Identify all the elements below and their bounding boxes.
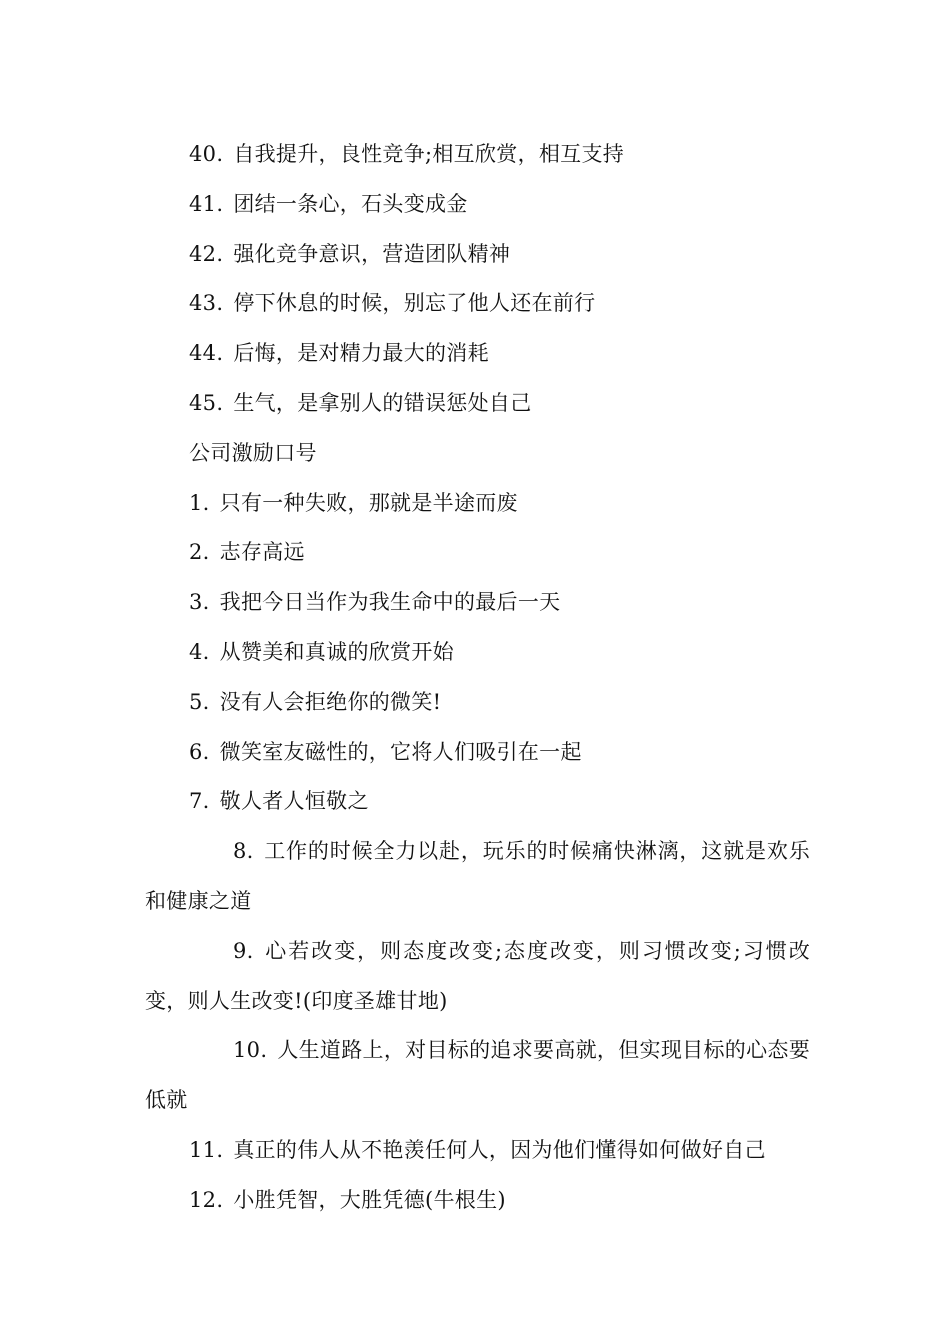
list-item (145, 479, 810, 529)
list-item (145, 528, 810, 578)
list-item (145, 180, 810, 230)
item-text: 团结一条心，石头变成金 (233, 191, 468, 216)
item-number: 5. (189, 689, 210, 714)
item-number: 9. (233, 938, 254, 963)
item-number: 12. (189, 1187, 224, 1212)
item-number: 8. (233, 839, 254, 864)
item-text: 心若改变，则态度改变;态度改变，则习惯改变;习惯改变，则人生改变!(印度圣雄甘地) (145, 938, 810, 1013)
list-item (145, 1176, 810, 1226)
item-number: 6. (189, 739, 210, 764)
list-item (145, 927, 810, 1027)
item-number: 1. (189, 490, 210, 515)
item-number: 11. (189, 1137, 224, 1162)
item-number: 45. (189, 390, 224, 415)
item-text: 志存高远 (219, 540, 305, 565)
list-item (145, 230, 810, 280)
item-number: 3. (189, 590, 210, 615)
list-item (145, 1126, 810, 1176)
item-text: 没有人会拒绝你的微笑! (219, 689, 442, 714)
list-item (145, 130, 810, 180)
item-number: 4. (189, 639, 210, 664)
item-text: 真正的伟人从不艳羡任何人，因为他们懂得如何做好自己 (233, 1137, 766, 1162)
list-item (145, 678, 810, 728)
item-text: 微笑室友磁性的，它将人们吸引在一起 (219, 739, 582, 764)
item-text: 生气，是拿别人的错误惩处自己 (233, 390, 532, 415)
item-text: 从赞美和真诚的欣赏开始 (219, 639, 454, 664)
item-number: 2. (189, 540, 210, 565)
item-text: 停下休息的时候，别忘了他人还在前行 (233, 291, 596, 316)
list-item (145, 777, 810, 827)
item-number: 43. (189, 291, 224, 316)
item-text: 我把今日当作为我生命中的最后一天 (219, 590, 561, 615)
list-item (145, 279, 810, 329)
item-text: 后悔，是对精力最大的消耗 (233, 341, 489, 366)
list-item (145, 628, 810, 678)
section-title: 公司激励口号 (189, 440, 317, 465)
list-item (145, 329, 810, 379)
item-text: 小胜凭智，大胜凭德(牛根生) (233, 1187, 506, 1212)
list-item (145, 1026, 810, 1126)
item-number: 10. (233, 1038, 268, 1063)
item-number: 42. (189, 241, 224, 266)
list-item (145, 728, 810, 778)
list-item (145, 827, 810, 927)
list-item (145, 379, 810, 429)
item-text: 强化竞争意识，营造团队精神 (233, 241, 511, 266)
item-number: 41. (189, 191, 224, 216)
item-number: 7. (189, 789, 210, 814)
item-number: 44. (189, 341, 224, 366)
item-text: 敬人者人恒敬之 (219, 789, 369, 814)
document-body (145, 130, 810, 1226)
list-item (145, 578, 810, 628)
item-text: 自我提升，良性竞争;相互欣赏，相互支持 (233, 142, 625, 166)
item-text: 人生道路上，对目标的追求要高就，但实现目标的心态要低就 (145, 1038, 810, 1113)
item-number: 40. (189, 142, 224, 166)
item-text: 只有一种失败，那就是半途而废 (219, 490, 518, 515)
item-text: 工作的时候全力以赴，玩乐的时候痛快淋漓，这就是欢乐和健康之道 (145, 839, 810, 913)
